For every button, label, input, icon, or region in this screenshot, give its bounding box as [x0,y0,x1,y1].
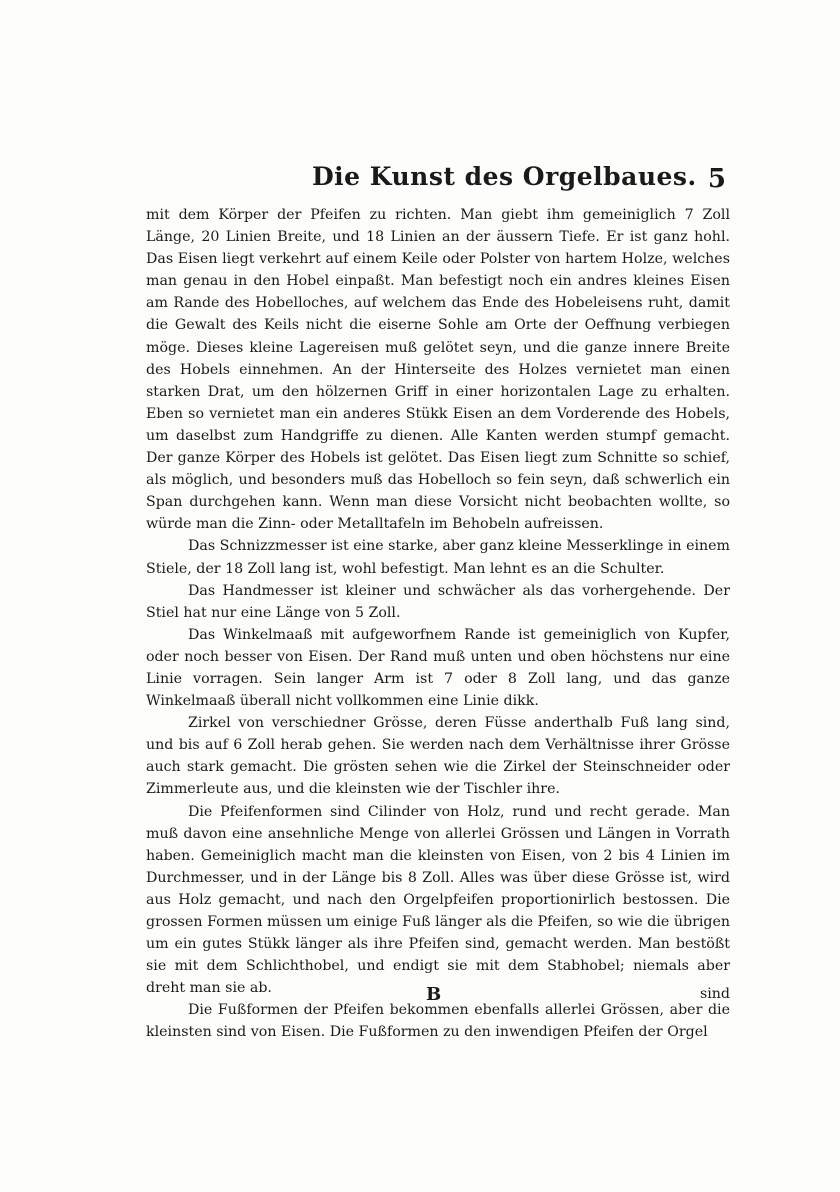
paragraph-schnizzmesser: Das Schnizzmesser ist eine starke, aber ganz kleine Messerklinge in einem Stiele, der 18 Zoll lang ist, wohl befestigt. Man lehnt es an die Schulter. [146,538,730,577]
paragraph-pfeifenformen: Die Pfeifenformen sind Cilinder von Holz, rund und recht gerade. Man muß davon eine ansehnliche Menge von allerlei Grössen und Längen in Vorrath haben. Gemeiniglich macht man die kleinsten von Eisen, von 2 bis 4 Linien im Durchmesser, und in der Länge bis 8 Zoll. Alles was über diese Grösse ist, wird aus Holz gemacht, und nach den Orgelpfeifen proportionirlich bestossen. Die grossen Formen müssen um einige Fuß länger als die Pfeifen, so wie die übrigen um ein gutes Stükk länger als ihre Pfeifen sind, gemacht werden. Man bestößt sie mit dem Schlichthobel, und endigt sie mit dem Stabhobel; niemals aber dreht man sie ab. [146,803,730,997]
signature-mark: B [426,984,442,1005]
paragraph-zirkel: Zirkel von verschiedner Grösse, deren Füsse anderthalb Fuß lang sind, und bis auf 6 Zoll herab gehen. Sie werden nach dem Verhältnisse ihrer Grösse auch stark gemacht. Die grösten sehen wie die Zirkel der Steinschneider oder Zimmerleute aus, und die kleinsten wie der Tischler ihre. [146,715,730,798]
running-title: Die Kunst des Orgelbaues. [312,162,697,191]
paragraph-handmesser: Das Handmesser ist kleiner und schwächer als das vorhergehende. Der Stiel hat nur eine Länge von 5 Zoll. [146,582,730,621]
paragraph-fussformen: Die Fußformen der Pfeifen bekommen ebenfalls allerlei Grössen, aber die kleinsten sind von Eisen. Die Fußformen zu den inwendigen Pfeifen der Orgel [146,1002,730,1041]
body-text [146,204,730,1044]
page-number: 5 [707,164,726,194]
paragraph-winkelmaass: Das Winkelmaaß mit aufgeworfnem Rande ist gemeiniglich von Kupfer, oder noch besser von Eisen. Der Rand muß unten und oben höchstens nur eine Linie vorragen. Sein langer Arm ist 7 oder 8 Zoll lang, und das ganze Winkelmaaß überall nicht vollkommen eine Linie dikk. [146,626,730,710]
running-head [146,162,726,196]
page-footer [146,984,730,1010]
paragraph-plane-continuation: mit dem Körper der Pfeifen zu richten. Man giebt ihm gemeiniglich 7 Zoll Länge, 20 Linien Breite, und 18 Linien an der äussern Tiefe. Er ist ganz hohl. Das Eisen liegt verkehrt auf einem Keile oder Polster von hartem Holze, welches man genau in den Hobel einpaßt. Man befestigt noch ein andres kleines Eisen am Rande des Hobelloches, auf welchem das Ende des Hobeleisens ruht, damit die Gewalt des Keils nicht die eiserne Sohle am Orte der Oeffnung verbiegen möge. Dieses kleine Lagereisen muß gelötet seyn, und die ganze innere Breite des Hobels einnehmen. An der Hinterseite des Holzes vernietet man einen starken Drat, um den hölzernen Griff in einer horizontalen Lage zu erhalten. Eben so vernietet man ein anderes Stükk Eisen an dem Vorderende des Hobels, um daselbst zum Handgriffe zu dienen. Alle Kanten werden stumpf gemacht. Der ganze Körper des Hobels ist gelötet. Das Eisen liegt zum Schnitte so schief, als möglich, und besonders muß das Hobelloch so fein seyn, daß schwerlich ein Span durchgehen kann. Wenn man diese Vorsicht nicht beobachten wollte, so würde man die Zinn- oder Metalltafeln im Behobeln aufreissen. [146,207,730,533]
catchword: sind [699,986,730,1002]
